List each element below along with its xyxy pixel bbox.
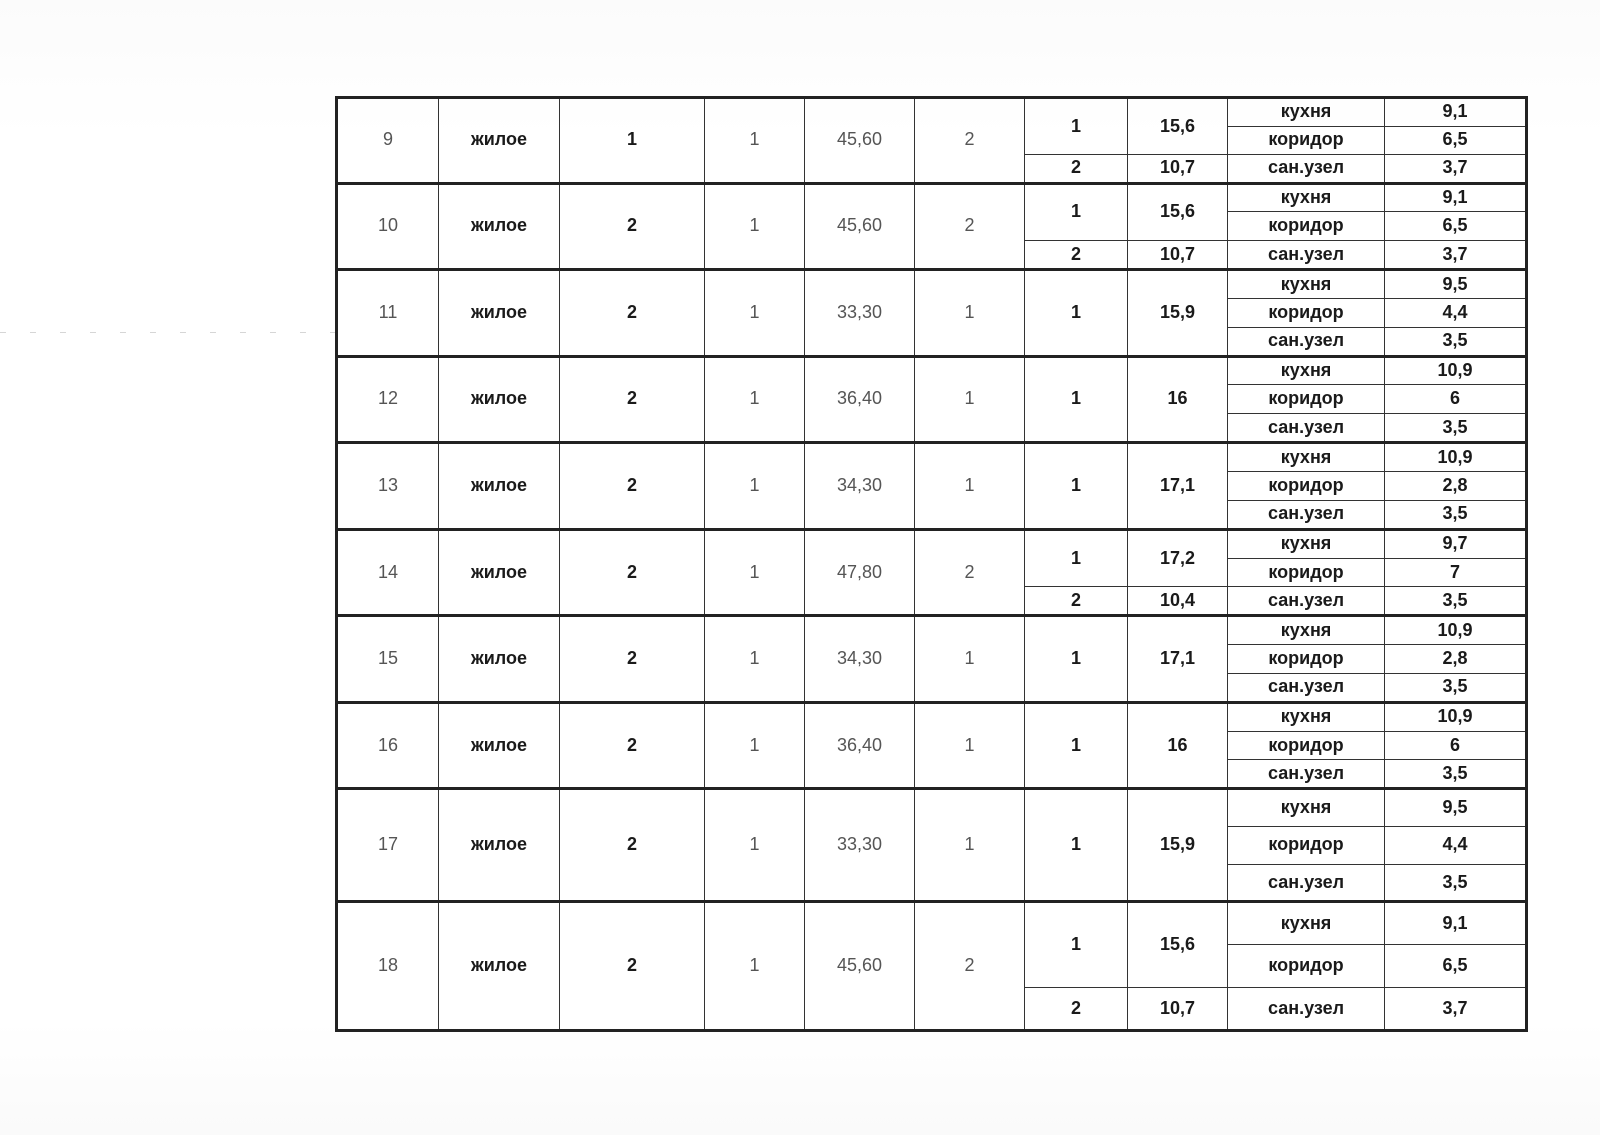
total-area-cell: 34,30 [805, 443, 915, 530]
aux-room-name-cell: коридор [1228, 826, 1385, 864]
floor-cell: 2 [560, 443, 705, 530]
rooms-count-cell: 1 [915, 270, 1025, 357]
aux-room-area-cell: 6 [1385, 731, 1527, 760]
apartments-table [335, 96, 1528, 1032]
table-row [337, 98, 1527, 127]
rooms-count-cell: 2 [915, 529, 1025, 616]
table-row [337, 270, 1527, 299]
aux-room-name-cell: коридор [1228, 212, 1385, 241]
aux-room-name-cell: коридор [1228, 126, 1385, 155]
aux-room-area-cell: 3,5 [1385, 414, 1527, 443]
room-number-cell: 1 [1025, 183, 1128, 241]
premises-type-cell: жилое [439, 616, 560, 703]
premises-type-cell: жилое [439, 98, 560, 184]
section-cell: 1 [705, 98, 805, 184]
room-area-cell: 15,6 [1128, 183, 1228, 241]
aux-room-area-cell: 9,7 [1385, 529, 1527, 558]
aux-room-name-cell: коридор [1228, 471, 1385, 500]
table-container [335, 96, 1525, 1032]
rooms-count-cell: 2 [915, 98, 1025, 184]
aux-room-name-cell: кухня [1228, 616, 1385, 645]
aux-room-name-cell: коридор [1228, 645, 1385, 674]
section-cell: 1 [705, 270, 805, 357]
table-body [337, 98, 1527, 1031]
aux-room-name-cell: кухня [1228, 789, 1385, 827]
room-number-cell: 2 [1025, 987, 1128, 1030]
aux-room-area-cell: 3,7 [1385, 987, 1527, 1030]
section-cell: 1 [705, 529, 805, 616]
aux-room-name-cell: сан.узел [1228, 241, 1385, 270]
total-area-cell: 36,40 [805, 702, 915, 789]
aux-room-area-cell: 10,9 [1385, 356, 1527, 385]
rooms-count-cell: 1 [915, 356, 1025, 443]
rooms-count-cell: 2 [915, 902, 1025, 1031]
apartment-number-cell: 16 [337, 702, 439, 789]
room-number-cell: 1 [1025, 270, 1128, 357]
total-area-cell: 33,30 [805, 789, 915, 902]
aux-room-area-cell: 2,8 [1385, 471, 1527, 500]
table-row [337, 702, 1527, 731]
room-area-cell: 10,7 [1128, 241, 1228, 270]
aux-room-name-cell: сан.узел [1228, 155, 1385, 184]
total-area-cell: 45,60 [805, 183, 915, 270]
aux-room-area-cell: 3,5 [1385, 760, 1527, 789]
aux-room-name-cell: коридор [1228, 731, 1385, 760]
table-row [337, 356, 1527, 385]
floor-cell: 2 [560, 616, 705, 703]
total-area-cell: 47,80 [805, 529, 915, 616]
aux-room-area-cell: 9,1 [1385, 98, 1527, 127]
aux-room-area-cell: 9,5 [1385, 270, 1527, 299]
aux-room-area-cell: 9,5 [1385, 789, 1527, 827]
aux-room-name-cell: коридор [1228, 945, 1385, 988]
aux-room-name-cell: кухня [1228, 902, 1385, 945]
total-area-cell: 34,30 [805, 616, 915, 703]
aux-room-area-cell: 3,5 [1385, 864, 1527, 902]
aux-room-area-cell: 7 [1385, 558, 1527, 587]
room-number-cell: 2 [1025, 155, 1128, 184]
aux-room-name-cell: сан.узел [1228, 987, 1385, 1030]
aux-room-area-cell: 3,7 [1385, 241, 1527, 270]
premises-type-cell: жилое [439, 183, 560, 270]
aux-room-name-cell: коридор [1228, 558, 1385, 587]
section-cell: 1 [705, 789, 805, 902]
aux-room-name-cell: сан.узел [1228, 414, 1385, 443]
section-cell: 1 [705, 616, 805, 703]
room-number-cell: 1 [1025, 98, 1128, 155]
table-row [337, 183, 1527, 212]
premises-type-cell: жилое [439, 270, 560, 357]
room-number-cell: 1 [1025, 356, 1128, 443]
apartment-number-cell: 10 [337, 183, 439, 270]
aux-room-area-cell: 4,4 [1385, 298, 1527, 327]
room-number-cell: 1 [1025, 702, 1128, 789]
aux-room-area-cell: 10,9 [1385, 443, 1527, 472]
room-area-cell: 16 [1128, 356, 1228, 443]
room-area-cell: 17,1 [1128, 443, 1228, 530]
floor-cell: 2 [560, 702, 705, 789]
aux-room-name-cell: кухня [1228, 529, 1385, 558]
table-row [337, 443, 1527, 472]
total-area-cell: 45,60 [805, 902, 915, 1031]
aux-room-area-cell: 10,9 [1385, 702, 1527, 731]
rooms-count-cell: 1 [915, 443, 1025, 530]
table-row [337, 902, 1527, 945]
rooms-count-cell: 1 [915, 616, 1025, 703]
room-area-cell: 10,7 [1128, 987, 1228, 1030]
apartment-number-cell: 13 [337, 443, 439, 530]
aux-room-area-cell: 3,5 [1385, 587, 1527, 616]
aux-room-name-cell: коридор [1228, 385, 1385, 414]
room-area-cell: 17,2 [1128, 529, 1228, 587]
premises-type-cell: жилое [439, 902, 560, 1031]
aux-room-area-cell: 9,1 [1385, 183, 1527, 212]
section-cell: 1 [705, 356, 805, 443]
aux-room-area-cell: 10,9 [1385, 616, 1527, 645]
premises-type-cell: жилое [439, 702, 560, 789]
room-area-cell: 10,4 [1128, 587, 1228, 616]
total-area-cell: 36,40 [805, 356, 915, 443]
floor-cell: 2 [560, 789, 705, 902]
premises-type-cell: жилое [439, 529, 560, 616]
rooms-count-cell: 1 [915, 702, 1025, 789]
room-area-cell: 10,7 [1128, 155, 1228, 184]
premises-type-cell: жилое [439, 789, 560, 902]
section-cell: 1 [705, 183, 805, 270]
aux-room-name-cell: кухня [1228, 443, 1385, 472]
aux-room-name-cell: коридор [1228, 298, 1385, 327]
total-area-cell: 45,60 [805, 98, 915, 184]
floor-cell: 2 [560, 183, 705, 270]
table-row [337, 789, 1527, 827]
floor-cell: 2 [560, 270, 705, 357]
room-area-cell: 15,6 [1128, 902, 1228, 988]
room-area-cell: 17,1 [1128, 616, 1228, 703]
aux-room-name-cell: сан.узел [1228, 673, 1385, 702]
room-number-cell: 2 [1025, 587, 1128, 616]
scan-artifact-line [0, 332, 335, 333]
aux-room-name-cell: кухня [1228, 270, 1385, 299]
floor-cell: 1 [560, 98, 705, 184]
rooms-count-cell: 1 [915, 789, 1025, 902]
room-number-cell: 1 [1025, 902, 1128, 988]
apartment-number-cell: 14 [337, 529, 439, 616]
premises-type-cell: жилое [439, 356, 560, 443]
floor-cell: 2 [560, 356, 705, 443]
floor-cell: 2 [560, 902, 705, 1031]
aux-room-area-cell: 4,4 [1385, 826, 1527, 864]
apartment-number-cell: 15 [337, 616, 439, 703]
aux-room-name-cell: сан.узел [1228, 500, 1385, 529]
aux-room-name-cell: кухня [1228, 183, 1385, 212]
table-row [337, 616, 1527, 645]
aux-room-area-cell: 3,7 [1385, 155, 1527, 184]
section-cell: 1 [705, 902, 805, 1031]
aux-room-area-cell: 3,5 [1385, 673, 1527, 702]
rooms-count-cell: 2 [915, 183, 1025, 270]
premises-type-cell: жилое [439, 443, 560, 530]
room-number-cell: 1 [1025, 789, 1128, 902]
room-number-cell: 1 [1025, 443, 1128, 530]
aux-room-area-cell: 9,1 [1385, 902, 1527, 945]
aux-room-name-cell: сан.узел [1228, 760, 1385, 789]
aux-room-area-cell: 6,5 [1385, 212, 1527, 241]
aux-room-area-cell: 6,5 [1385, 126, 1527, 155]
room-area-cell: 16 [1128, 702, 1228, 789]
apartment-number-cell: 11 [337, 270, 439, 357]
apartment-number-cell: 17 [337, 789, 439, 902]
apartment-number-cell: 18 [337, 902, 439, 1031]
aux-room-name-cell: сан.узел [1228, 327, 1385, 356]
room-number-cell: 1 [1025, 529, 1128, 587]
aux-room-name-cell: сан.узел [1228, 587, 1385, 616]
aux-room-name-cell: кухня [1228, 702, 1385, 731]
room-number-cell: 2 [1025, 241, 1128, 270]
aux-room-area-cell: 3,5 [1385, 327, 1527, 356]
aux-room-name-cell: кухня [1228, 356, 1385, 385]
apartment-number-cell: 12 [337, 356, 439, 443]
aux-room-area-cell: 2,8 [1385, 645, 1527, 674]
room-area-cell: 15,9 [1128, 270, 1228, 357]
aux-room-area-cell: 3,5 [1385, 500, 1527, 529]
room-number-cell: 1 [1025, 616, 1128, 703]
apartment-number-cell: 9 [337, 98, 439, 184]
aux-room-name-cell: сан.узел [1228, 864, 1385, 902]
aux-room-area-cell: 6 [1385, 385, 1527, 414]
section-cell: 1 [705, 443, 805, 530]
section-cell: 1 [705, 702, 805, 789]
room-area-cell: 15,9 [1128, 789, 1228, 902]
aux-room-area-cell: 6,5 [1385, 945, 1527, 988]
aux-room-name-cell: кухня [1228, 98, 1385, 127]
room-area-cell: 15,6 [1128, 98, 1228, 155]
total-area-cell: 33,30 [805, 270, 915, 357]
table-row [337, 529, 1527, 558]
floor-cell: 2 [560, 529, 705, 616]
